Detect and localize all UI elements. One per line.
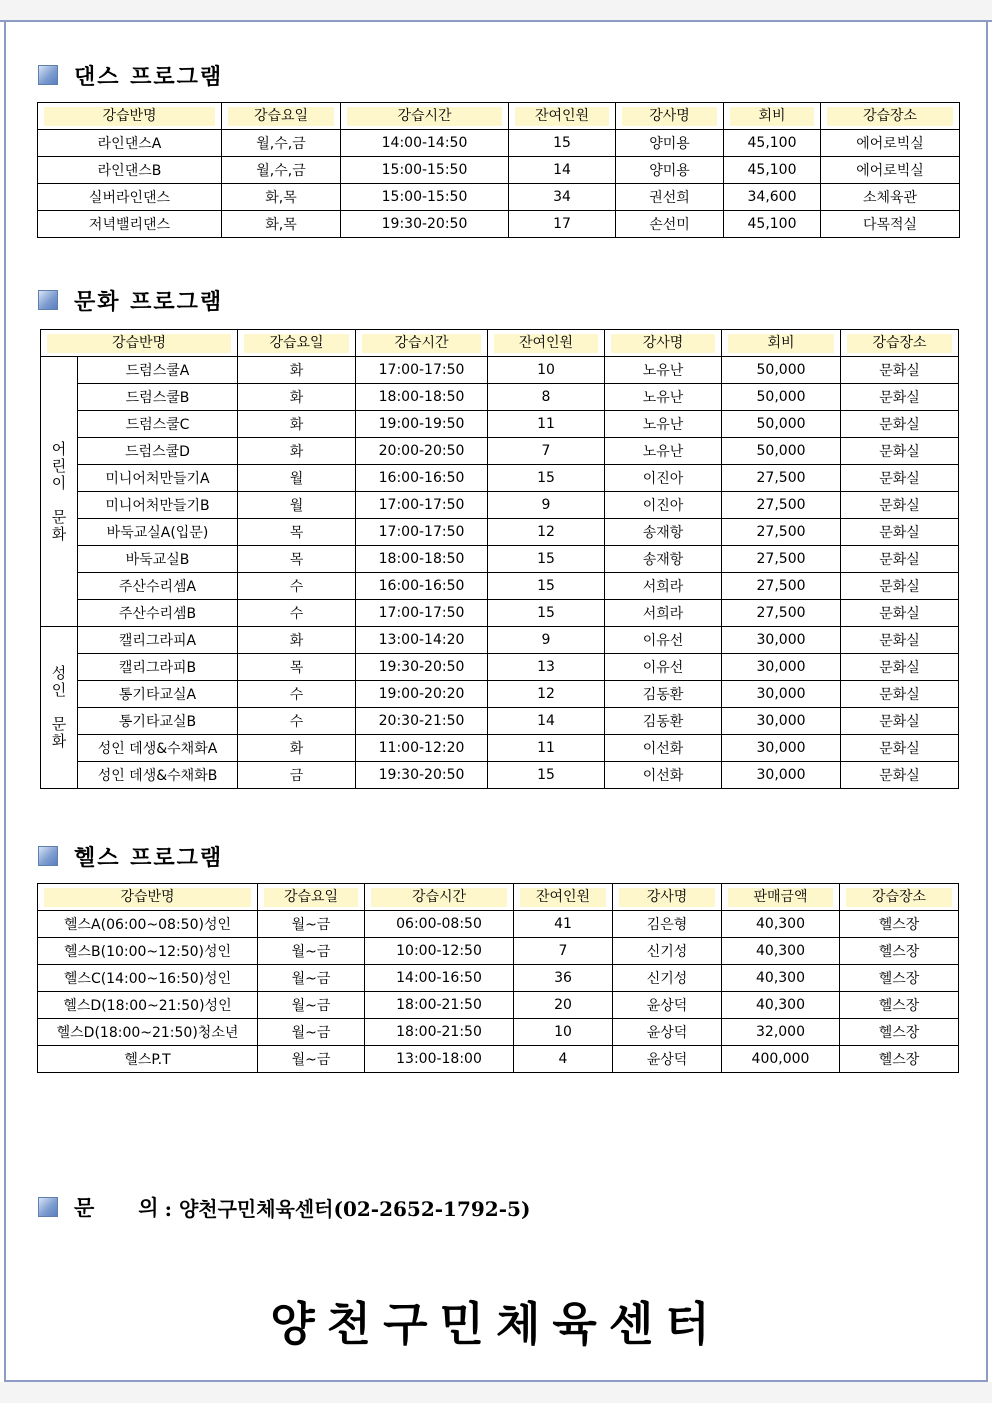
- culture-cell: 이선화: [605, 735, 722, 762]
- dance-cell: 15:00-15:50: [341, 157, 509, 184]
- dance-cell: 다목적실: [821, 211, 960, 238]
- contact-label-second: 의: [138, 1195, 159, 1220]
- culture-cell: 13:00-14:20: [356, 627, 488, 654]
- health-cell: 헬스장: [840, 1046, 959, 1073]
- culture-cell: 16:00-16:50: [356, 573, 488, 600]
- dance-cell: 손선미: [616, 211, 724, 238]
- culture-cell: 12: [488, 519, 605, 546]
- dance-cell: 에어로빅실: [821, 157, 960, 184]
- health-header-cell: 판매금액: [722, 884, 840, 911]
- dance-cell: 14:00-14:50: [341, 130, 509, 157]
- health-section-heading: [38, 841, 223, 871]
- table-row: [38, 184, 960, 211]
- dance-header-cell: 강사명: [616, 103, 724, 130]
- table-row: [38, 992, 959, 1019]
- culture-cell: 20:00-20:50: [356, 438, 488, 465]
- table-row: [41, 546, 959, 573]
- culture-cell: 통기타교실A: [78, 681, 238, 708]
- culture-header-cell: 강습시간: [356, 330, 488, 357]
- culture-cell: 18:00-18:50: [356, 384, 488, 411]
- culture-cell: 30,000: [722, 681, 841, 708]
- table-row: [41, 681, 959, 708]
- dance-cell: 45,100: [724, 130, 821, 157]
- dance-cell: 소체육관: [821, 184, 960, 211]
- dance-cell: 19:30-20:50: [341, 211, 509, 238]
- culture-cell: 서희라: [605, 600, 722, 627]
- culture-cell: 목: [238, 654, 356, 681]
- culture-section-title: 문화 프로그램: [74, 288, 224, 315]
- culture-cell: 문화실: [841, 411, 959, 438]
- health-cell: 40,300: [722, 911, 840, 938]
- culture-cell: 성인 데생&수채화B: [78, 762, 238, 789]
- health-cell: 13:00-18:00: [365, 1046, 514, 1073]
- dance-cell: 월,수,금: [222, 130, 341, 157]
- health-cell: 월~금: [258, 992, 365, 1019]
- culture-cell: 15: [488, 600, 605, 627]
- dance-header-cell: 잔여인원: [509, 103, 616, 130]
- culture-cell: 캘리그라피B: [78, 654, 238, 681]
- culture-header-cell: 강습반명: [41, 330, 238, 357]
- culture-cell: 김동환: [605, 681, 722, 708]
- page-border-left: [4, 22, 6, 1382]
- culture-cell: 문화실: [841, 465, 959, 492]
- dance-program-table: [37, 102, 960, 238]
- culture-cell: 미니어처만들기A: [78, 465, 238, 492]
- health-cell: 헬스장: [840, 965, 959, 992]
- culture-cell: 27,500: [722, 492, 841, 519]
- culture-cell: 서희라: [605, 573, 722, 600]
- health-cell: 10: [514, 1019, 613, 1046]
- culture-cell: 30,000: [722, 762, 841, 789]
- dance-header-cell: 강습반명: [38, 103, 222, 130]
- health-cell: 06:00-08:50: [365, 911, 514, 938]
- dance-table-body: [38, 130, 960, 238]
- culture-cell: 주산수리셈B: [78, 600, 238, 627]
- table-row: [38, 938, 959, 965]
- culture-cell: 이선화: [605, 762, 722, 789]
- culture-cell: 7: [488, 438, 605, 465]
- table-row: [41, 654, 959, 681]
- culture-cell: 16:00-16:50: [356, 465, 488, 492]
- health-header-cell: 강습장소: [840, 884, 959, 911]
- dance-cell: 45,100: [724, 157, 821, 184]
- culture-cell: 문화실: [841, 573, 959, 600]
- culture-group-label: 어 린 이 문 화: [41, 357, 78, 627]
- culture-cell: 송재항: [605, 546, 722, 573]
- culture-cell: 17:00-17:50: [356, 519, 488, 546]
- culture-cell: 화: [238, 735, 356, 762]
- culture-cell: 화: [238, 384, 356, 411]
- culture-cell: 이유선: [605, 627, 722, 654]
- culture-cell: 드럼스쿨B: [78, 384, 238, 411]
- culture-cell: 캘리그라피A: [78, 627, 238, 654]
- footer-center-name: 양천구민체육센터: [270, 1297, 722, 1351]
- health-cell: 김은형: [613, 911, 722, 938]
- health-header-row: [38, 884, 959, 911]
- table-row: [41, 438, 959, 465]
- table-row: [38, 157, 960, 184]
- table-row: [41, 411, 959, 438]
- table-row: [41, 627, 959, 654]
- dance-cell: 34: [509, 184, 616, 211]
- contact-label-first: 문: [74, 1195, 95, 1220]
- culture-cell: 19:30-20:50: [356, 762, 488, 789]
- culture-cell: 50,000: [722, 384, 841, 411]
- health-cell: 헬스장: [840, 992, 959, 1019]
- culture-cell: 19:00-19:50: [356, 411, 488, 438]
- health-header-cell: 잔여인원: [514, 884, 613, 911]
- dance-cell: 14: [509, 157, 616, 184]
- culture-cell: 드럼스쿨C: [78, 411, 238, 438]
- health-table-body: [38, 911, 959, 1073]
- health-cell: 14:00-16:50: [365, 965, 514, 992]
- culture-cell: 이유선: [605, 654, 722, 681]
- dance-cell: 15:00-15:50: [341, 184, 509, 211]
- dance-cell: 45,100: [724, 211, 821, 238]
- culture-cell: 문화실: [841, 519, 959, 546]
- health-cell: 헬스A(06:00~08:50)성인: [38, 911, 258, 938]
- health-cell: 헬스장: [840, 911, 959, 938]
- culture-cell: 15: [488, 465, 605, 492]
- culture-cell: 문화실: [841, 546, 959, 573]
- culture-header-cell: 강사명: [605, 330, 722, 357]
- culture-cell: 통기타교실B: [78, 708, 238, 735]
- culture-cell: 15: [488, 762, 605, 789]
- health-cell: 헬스장: [840, 1019, 959, 1046]
- health-section-title: 헬스 프로그램: [74, 844, 224, 871]
- health-cell: 18:00-21:50: [365, 1019, 514, 1046]
- culture-cell: 27,500: [722, 546, 841, 573]
- health-cell: 월~금: [258, 1046, 365, 1073]
- culture-cell: 19:00-20:20: [356, 681, 488, 708]
- health-cell: 윤상덕: [613, 1046, 722, 1073]
- health-cell: 헬스B(10:00~12:50)성인: [38, 938, 258, 965]
- health-cell: 18:00-21:50: [365, 992, 514, 1019]
- page-bottom-band: [0, 1382, 992, 1403]
- culture-cell: 17:00-17:50: [356, 357, 488, 384]
- culture-header-cell: 회비: [722, 330, 841, 357]
- culture-cell: 9: [488, 492, 605, 519]
- dance-cell: 17: [509, 211, 616, 238]
- culture-cell: 화: [238, 357, 356, 384]
- culture-table-body: [41, 357, 959, 789]
- square-bullet-icon: [38, 290, 58, 310]
- table-row: [41, 762, 959, 789]
- health-cell: 윤상덕: [613, 1019, 722, 1046]
- health-cell: 36: [514, 965, 613, 992]
- dance-cell: 양미용: [616, 157, 724, 184]
- page-border-right: [986, 22, 988, 1382]
- contact-value: : 양천구민체육센터(02-2652-1792-5): [164, 1196, 531, 1221]
- table-row: [41, 600, 959, 627]
- dance-cell: 권선희: [616, 184, 724, 211]
- culture-cell: 11:00-12:20: [356, 735, 488, 762]
- culture-cell: 이진아: [605, 492, 722, 519]
- dance-header-cell: 강습요일: [222, 103, 341, 130]
- culture-cell: 15: [488, 546, 605, 573]
- culture-cell: 30,000: [722, 735, 841, 762]
- health-cell: 월~금: [258, 965, 365, 992]
- culture-cell: 수: [238, 708, 356, 735]
- culture-cell: 17:00-17:50: [356, 600, 488, 627]
- health-cell: 월~금: [258, 1019, 365, 1046]
- culture-cell: 27,500: [722, 573, 841, 600]
- culture-cell: 문화실: [841, 762, 959, 789]
- health-cell: 헬스C(14:00~16:50)성인: [38, 965, 258, 992]
- health-cell: 10:00-12:50: [365, 938, 514, 965]
- dance-cell: 화,목: [222, 184, 341, 211]
- health-cell: 7: [514, 938, 613, 965]
- culture-cell: 목: [238, 519, 356, 546]
- table-row: [41, 519, 959, 546]
- culture-cell: 문화실: [841, 681, 959, 708]
- contact-line: [38, 1192, 530, 1222]
- culture-cell: 12: [488, 681, 605, 708]
- culture-cell: 드럼스쿨D: [78, 438, 238, 465]
- culture-cell: 노유난: [605, 357, 722, 384]
- culture-cell: 20:30-21:50: [356, 708, 488, 735]
- dance-cell: 양미용: [616, 130, 724, 157]
- culture-section-heading: [38, 285, 223, 315]
- dance-section-heading: [38, 60, 223, 90]
- culture-cell: 17:00-17:50: [356, 492, 488, 519]
- dance-cell: 15: [509, 130, 616, 157]
- culture-cell: 50,000: [722, 438, 841, 465]
- culture-cell: 월: [238, 465, 356, 492]
- health-cell: 32,000: [722, 1019, 840, 1046]
- health-cell: 40,300: [722, 992, 840, 1019]
- table-row: [38, 1046, 959, 1073]
- dance-cell: 저녁밸리댄스: [38, 211, 222, 238]
- health-header-cell: 강습요일: [258, 884, 365, 911]
- table-row: [41, 384, 959, 411]
- page-top-band: [0, 0, 992, 20]
- health-cell: 40,300: [722, 965, 840, 992]
- culture-cell: 송재항: [605, 519, 722, 546]
- culture-cell: 문화실: [841, 654, 959, 681]
- culture-cell: 문화실: [841, 492, 959, 519]
- health-cell: 4: [514, 1046, 613, 1073]
- culture-header-cell: 강습장소: [841, 330, 959, 357]
- culture-header-cell: 잔여인원: [488, 330, 605, 357]
- table-row: [38, 911, 959, 938]
- table-row: [41, 492, 959, 519]
- square-bullet-icon: [38, 1197, 58, 1217]
- culture-cell: 10: [488, 357, 605, 384]
- health-cell: 윤상덕: [613, 992, 722, 1019]
- square-bullet-icon: [38, 65, 58, 85]
- culture-cell: 목: [238, 546, 356, 573]
- culture-program-table: [40, 329, 959, 789]
- culture-header-row: [41, 330, 959, 357]
- health-cell: 41: [514, 911, 613, 938]
- culture-cell: 노유난: [605, 438, 722, 465]
- culture-cell: 문화실: [841, 708, 959, 735]
- culture-cell: 문화실: [841, 357, 959, 384]
- culture-cell: 바둑교실B: [78, 546, 238, 573]
- culture-cell: 50,000: [722, 411, 841, 438]
- culture-cell: 드럼스쿨A: [78, 357, 238, 384]
- dance-cell: 라인댄스B: [38, 157, 222, 184]
- health-cell: 40,300: [722, 938, 840, 965]
- dance-cell: 에어로빅실: [821, 130, 960, 157]
- culture-cell: 문화실: [841, 384, 959, 411]
- culture-cell: 수: [238, 681, 356, 708]
- table-row: [38, 130, 960, 157]
- culture-cell: 이진아: [605, 465, 722, 492]
- health-cell: 20: [514, 992, 613, 1019]
- culture-cell: 50,000: [722, 357, 841, 384]
- culture-header-cell: 강습요일: [238, 330, 356, 357]
- culture-cell: 문화실: [841, 600, 959, 627]
- culture-cell: 성인 데생&수채화A: [78, 735, 238, 762]
- table-row: [38, 211, 960, 238]
- culture-cell: 노유난: [605, 411, 722, 438]
- dance-section-title: 댄스 프로그램: [74, 63, 224, 90]
- culture-cell: 화: [238, 627, 356, 654]
- dance-cell: 실버라인댄스: [38, 184, 222, 211]
- culture-cell: 화: [238, 438, 356, 465]
- square-bullet-icon: [38, 846, 58, 866]
- culture-cell: 문화실: [841, 438, 959, 465]
- culture-cell: 8: [488, 384, 605, 411]
- dance-header-row: [38, 103, 960, 130]
- dance-header-cell: 회비: [724, 103, 821, 130]
- culture-cell: 미니어처만들기B: [78, 492, 238, 519]
- health-cell: 월~금: [258, 938, 365, 965]
- health-header-cell: 강습시간: [365, 884, 514, 911]
- culture-cell: 18:00-18:50: [356, 546, 488, 573]
- page-border-top: [0, 20, 992, 22]
- culture-cell: 바둑교실A(입문): [78, 519, 238, 546]
- culture-cell: 27,500: [722, 465, 841, 492]
- dance-cell: 34,600: [724, 184, 821, 211]
- culture-cell: 문화실: [841, 627, 959, 654]
- culture-cell: 금: [238, 762, 356, 789]
- culture-cell: 11: [488, 411, 605, 438]
- health-cell: 헬스D(18:00~21:50)청소년: [38, 1019, 258, 1046]
- table-row: [41, 735, 959, 762]
- health-program-table: [37, 883, 959, 1073]
- health-header-cell: 강사명: [613, 884, 722, 911]
- health-cell: 헬스D(18:00~21:50)성인: [38, 992, 258, 1019]
- table-row: [41, 357, 959, 384]
- culture-cell: 14: [488, 708, 605, 735]
- culture-cell: 11: [488, 735, 605, 762]
- table-row: [41, 465, 959, 492]
- culture-cell: 주산수리셈A: [78, 573, 238, 600]
- table-row: [41, 708, 959, 735]
- dance-header-cell: 강습장소: [821, 103, 960, 130]
- table-row: [38, 1019, 959, 1046]
- health-cell: 헬스장: [840, 938, 959, 965]
- culture-cell: 30,000: [722, 627, 841, 654]
- health-cell: 헬스P.T: [38, 1046, 258, 1073]
- table-row: [38, 965, 959, 992]
- culture-cell: 월: [238, 492, 356, 519]
- health-header-cell: 강습반명: [38, 884, 258, 911]
- dance-cell: 월,수,금: [222, 157, 341, 184]
- culture-cell: 수: [238, 573, 356, 600]
- table-row: [41, 573, 959, 600]
- culture-cell: 문화실: [841, 735, 959, 762]
- culture-cell: 19:30-20:50: [356, 654, 488, 681]
- culture-cell: 15: [488, 573, 605, 600]
- culture-cell: 27,500: [722, 600, 841, 627]
- culture-cell: 30,000: [722, 654, 841, 681]
- culture-cell: 화: [238, 411, 356, 438]
- dance-cell: 화,목: [222, 211, 341, 238]
- culture-cell: 수: [238, 600, 356, 627]
- culture-group-label: 성 인 문 화: [41, 627, 78, 789]
- health-cell: 신기성: [613, 965, 722, 992]
- health-cell: 신기성: [613, 938, 722, 965]
- dance-cell: 라인댄스A: [38, 130, 222, 157]
- culture-cell: 노유난: [605, 384, 722, 411]
- culture-cell: 9: [488, 627, 605, 654]
- health-cell: 월~금: [258, 911, 365, 938]
- health-cell: 400,000: [722, 1046, 840, 1073]
- culture-cell: 27,500: [722, 519, 841, 546]
- culture-cell: 김동환: [605, 708, 722, 735]
- dance-header-cell: 강습시간: [341, 103, 509, 130]
- culture-cell: 30,000: [722, 708, 841, 735]
- culture-cell: 13: [488, 654, 605, 681]
